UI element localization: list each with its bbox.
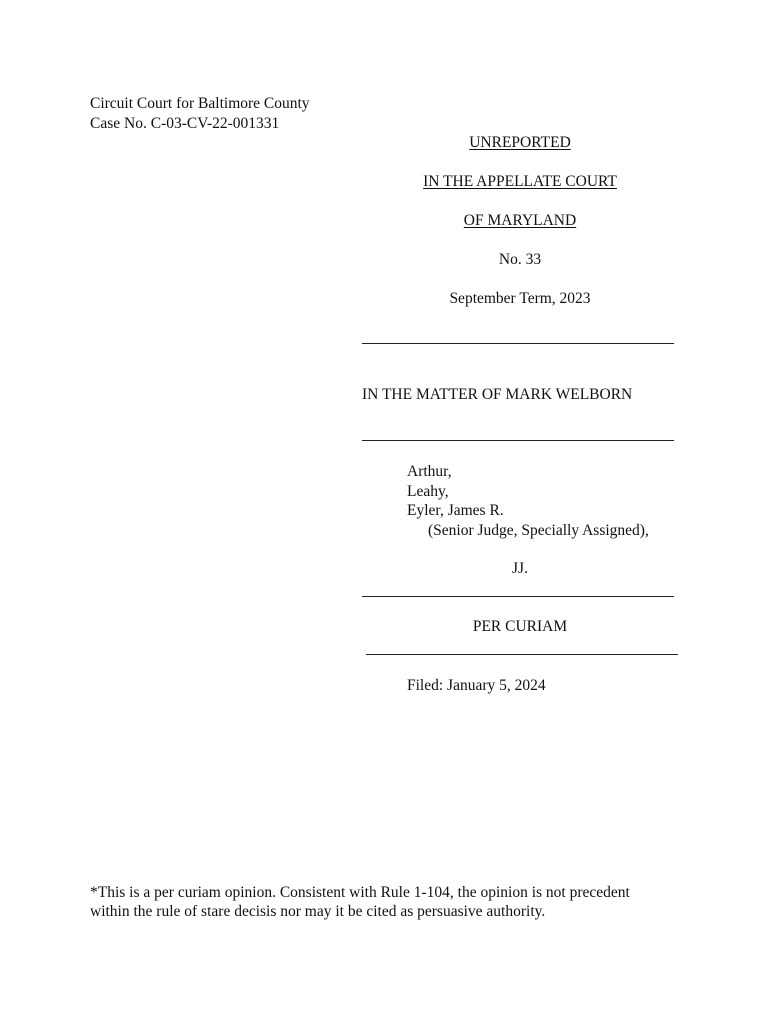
divider-2 — [362, 440, 674, 441]
divider-3 — [362, 596, 674, 597]
court-name-line1: IN THE APPELLATE COURT — [423, 173, 617, 190]
judge-2: Leahy, — [407, 483, 449, 500]
matter-title: IN THE MATTER OF MARK WELBORN — [362, 386, 633, 403]
appeal-number: No. 33 — [498, 251, 542, 268]
opinion-type: PER CURIAM — [472, 618, 568, 635]
judge-3: Eyler, James R. — [407, 502, 504, 519]
court-name-line2: OF MARYLAND — [463, 212, 577, 229]
filed-date: Filed: January 5, 2024 — [407, 677, 546, 694]
judge-note: (Senior Judge, Specially Assigned), — [428, 522, 649, 539]
footnote-line-2: within the rule of stare decisis nor may it be cited as persuasive authority. — [90, 903, 546, 920]
case-number: Case No. C-03-CV-22-001331 — [90, 115, 280, 132]
judge-1: Arthur, — [407, 463, 452, 480]
origin-court: Circuit Court for Baltimore County — [90, 95, 310, 112]
term: September Term, 2023 — [449, 290, 591, 307]
unreported-heading: UNREPORTED — [469, 134, 571, 151]
judges-suffix: JJ. — [512, 560, 528, 577]
footnote-line-1: *This is a per curiam opinion. Consistent with Rule 1-104, the opinion is not precedent — [90, 884, 630, 901]
divider-1 — [362, 343, 674, 344]
divider-4 — [366, 654, 678, 655]
